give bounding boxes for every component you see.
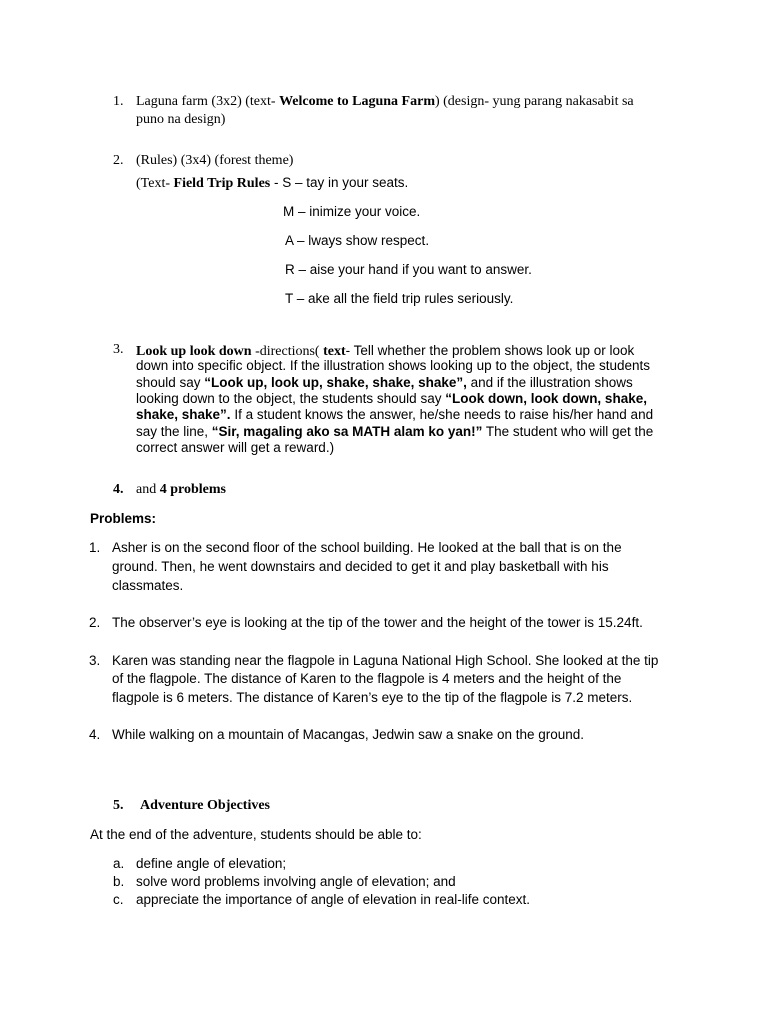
objective-letter: b. (113, 874, 125, 889)
rule-r: R – aise your hand if you want to answer. (285, 262, 532, 277)
item-3-line-7: correct answer will get a reward.) (136, 440, 335, 455)
item-1-line-1 (136, 94, 634, 110)
item-text: and if the illustration shows (466, 375, 633, 390)
item-4-text (136, 482, 226, 498)
problem-number: 3. (89, 653, 101, 668)
list-number: 4. (113, 482, 124, 497)
item-text-bold: shake, shake”. (136, 407, 231, 422)
item-text: -directions( (251, 344, 324, 359)
item-3-line-5 (136, 407, 653, 422)
problem-number: 4. (89, 727, 101, 742)
item-3-line-4 (136, 391, 647, 406)
objective-c: appreciate the importance of angle of elevation in real-life context. (136, 892, 530, 907)
item-2-line-2 (136, 174, 408, 192)
item-text: should say (136, 375, 205, 390)
objective-letter: a. (113, 856, 125, 871)
list-number: 2. (113, 153, 124, 168)
item-text-bold: “Sir, magaling ako sa MATH alam ko yan!” (211, 424, 483, 439)
objective-b: solve word problems involving angle of elevation; and (136, 874, 456, 889)
item-5-text: Adventure Objectives (140, 798, 270, 813)
problem-number: 2. (89, 615, 101, 630)
rule-t: T – ake all the field trip rules seriously. (285, 291, 514, 306)
problems-heading: Problems: (90, 511, 157, 526)
rule-s: - S – tay in your seats. (270, 175, 409, 190)
item-2-line-1: (Rules) (3x4) (forest theme) (136, 153, 294, 168)
item-text: The student who will get the (482, 424, 654, 439)
list-number: 1. (113, 94, 124, 109)
item-title-bold: Look up look down (136, 344, 252, 359)
objectives-intro: At the end of the adventure, students should be able to: (90, 827, 422, 842)
problem-3-line-2: of the flagpole. The distance of Karen to the flagpole is 4 meters and the height of the (112, 671, 622, 686)
item-text: If a student knows the answer, he/she needs to raise his/her hand and (230, 407, 654, 422)
item-text-bold: 4 problems (159, 482, 226, 497)
item-text-bold: Welcome to Laguna Farm (279, 94, 435, 109)
item-text: and (136, 482, 160, 497)
item-text-bold: “Look up, look up, shake, shake, shake”, (204, 375, 467, 390)
problem-1-line-2: ground. Then, he went downstairs and decided to get it and play basketball with his (112, 559, 609, 574)
problem-4-line-1: While walking on a mountain of Macangas, Jedwin saw a snake on the ground. (112, 727, 585, 742)
problem-3-line-1: Karen was standing near the flagpole in Laguna National High School. She looked at the tip (112, 653, 659, 668)
item-text: ) (design- yung parang nakasabit sa (434, 94, 634, 109)
list-number: 5. (113, 798, 124, 813)
item-3-line-6 (136, 424, 653, 439)
item-text: looking down to the object, the students should say (136, 391, 446, 406)
list-number: 3. (113, 342, 124, 357)
item-text: Laguna farm (3x2) (text- (136, 94, 280, 109)
problem-2-line-1: The observer’s eye is looking at the tip of the tower and the height of the tower is 15.24ft. (112, 615, 643, 630)
item-text: (Text- (136, 176, 174, 191)
objective-letter: c. (113, 892, 124, 907)
item-text-bold: text (323, 344, 346, 359)
rule-m: M – inimize your voice. (283, 204, 421, 219)
item-text-bold: Field Trip Rules (173, 176, 271, 191)
objective-a: define angle of elevation; (136, 856, 287, 871)
problem-3-line-3: flagpole is 6 meters. The distance of Karen’s eye to the tip of the flagpole is 7.2 meters. (112, 690, 633, 705)
item-3-line-3 (136, 375, 633, 390)
item-text-bold: “Look down, look down, shake, (445, 391, 647, 406)
problem-1-line-3: classmates. (112, 578, 184, 593)
problem-1-line-1: Asher is on the second floor of the school building. He looked at the ball that is on the (112, 540, 622, 555)
rule-a: A – lways show respect. (285, 233, 430, 248)
item-text: - Tell whether the problem shows look up or look (345, 343, 635, 358)
item-3-line-2: down into specific object. If the illustration shows looking up to the object, the students (136, 358, 651, 373)
problem-number: 1. (89, 540, 101, 555)
item-text: say the line, (136, 424, 212, 439)
item-1-line-2: puno na design) (136, 112, 226, 127)
